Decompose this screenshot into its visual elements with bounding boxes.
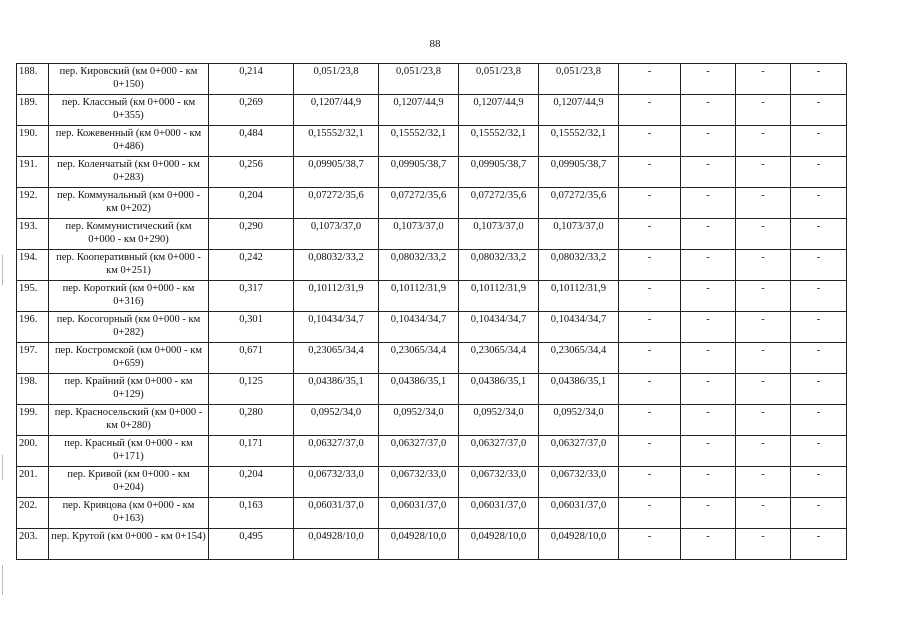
row-number: 193. — [17, 219, 49, 250]
dash-cell: - — [681, 498, 736, 529]
length-value: 0,204 — [209, 188, 294, 219]
value-cell: 0,10434/34,7 — [294, 312, 379, 343]
value-cell: 0,06732/33,0 — [539, 467, 619, 498]
row-number: 188. — [17, 64, 49, 95]
row-number: 202. — [17, 498, 49, 529]
value-cell: 0,1073/37,0 — [294, 219, 379, 250]
row-number: 197. — [17, 343, 49, 374]
value-cell: 0,23065/34,4 — [539, 343, 619, 374]
street-name: пер. Короткий (км 0+000 - км 0+316) — [49, 281, 209, 312]
value-cell: 0,04386/35,1 — [459, 374, 539, 405]
dash-cell: - — [736, 95, 791, 126]
table-row — [17, 343, 847, 374]
dash-cell: - — [791, 498, 847, 529]
value-cell: 0,06732/33,0 — [379, 467, 459, 498]
value-cell: 0,08032/33,2 — [539, 250, 619, 281]
dash-cell: - — [791, 157, 847, 188]
value-cell: 0,06732/33,0 — [294, 467, 379, 498]
dash-cell: - — [681, 250, 736, 281]
dash-cell: - — [681, 219, 736, 250]
value-cell: 0,10112/31,9 — [459, 281, 539, 312]
length-value: 0,163 — [209, 498, 294, 529]
street-name: пер. Костромской (км 0+000 - км 0+659) — [49, 343, 209, 374]
length-value: 0,242 — [209, 250, 294, 281]
street-name: пер. Кривой (км 0+000 - км 0+204) — [49, 467, 209, 498]
dash-cell: - — [619, 312, 681, 343]
dash-cell: - — [681, 281, 736, 312]
dash-cell: - — [619, 250, 681, 281]
value-cell: 0,051/23,8 — [379, 64, 459, 95]
table-row — [17, 95, 847, 126]
street-name: пер. Кировский (км 0+000 - км 0+150) — [49, 64, 209, 95]
length-value: 0,484 — [209, 126, 294, 157]
dash-cell: - — [619, 498, 681, 529]
table-row — [17, 529, 847, 560]
dash-cell: - — [736, 436, 791, 467]
dash-cell: - — [619, 64, 681, 95]
table-row — [17, 374, 847, 405]
value-cell: 0,10112/31,9 — [539, 281, 619, 312]
dash-cell: - — [736, 64, 791, 95]
table-row — [17, 250, 847, 281]
dash-cell: - — [791, 374, 847, 405]
row-number: 189. — [17, 95, 49, 126]
value-cell: 0,06327/37,0 — [379, 436, 459, 467]
dash-cell: - — [791, 250, 847, 281]
value-cell: 0,06732/33,0 — [459, 467, 539, 498]
dash-cell: - — [619, 467, 681, 498]
value-cell: 0,06031/37,0 — [459, 498, 539, 529]
value-cell: 0,07272/35,6 — [539, 188, 619, 219]
length-value: 0,301 — [209, 312, 294, 343]
value-cell: 0,051/23,8 — [294, 64, 379, 95]
dash-cell: - — [791, 126, 847, 157]
dash-cell: - — [619, 343, 681, 374]
dash-cell: - — [736, 126, 791, 157]
dash-cell: - — [619, 405, 681, 436]
dash-cell: - — [791, 436, 847, 467]
value-cell: 0,1207/44,9 — [539, 95, 619, 126]
length-value: 0,171 — [209, 436, 294, 467]
street-name: пер. Кривцова (км 0+000 - км 0+163) — [49, 498, 209, 529]
street-name: пер. Косогорный (км 0+000 - км 0+282) — [49, 312, 209, 343]
dash-cell: - — [681, 374, 736, 405]
value-cell: 0,10434/34,7 — [459, 312, 539, 343]
table-row — [17, 467, 847, 498]
dash-cell: - — [619, 95, 681, 126]
dash-cell: - — [736, 529, 791, 560]
street-name: пер. Коленчатый (км 0+000 - км 0+283) — [49, 157, 209, 188]
row-number: 203. — [17, 529, 49, 560]
dash-cell: - — [791, 64, 847, 95]
value-cell: 0,0952/34,0 — [459, 405, 539, 436]
value-cell: 0,07272/35,6 — [294, 188, 379, 219]
value-cell: 0,15552/32,1 — [459, 126, 539, 157]
street-name: пер. Красный (км 0+000 - км 0+171) — [49, 436, 209, 467]
value-cell: 0,04386/35,1 — [539, 374, 619, 405]
row-number: 201. — [17, 467, 49, 498]
value-cell: 0,10434/34,7 — [379, 312, 459, 343]
value-cell: 0,23065/34,4 — [459, 343, 539, 374]
value-cell: 0,051/23,8 — [459, 64, 539, 95]
value-cell: 0,08032/33,2 — [459, 250, 539, 281]
dash-cell: - — [681, 312, 736, 343]
value-cell: 0,04928/10,0 — [379, 529, 459, 560]
value-cell: 0,1207/44,9 — [294, 95, 379, 126]
value-cell: 0,15552/32,1 — [379, 126, 459, 157]
table-row — [17, 126, 847, 157]
row-number: 195. — [17, 281, 49, 312]
value-cell: 0,15552/32,1 — [294, 126, 379, 157]
row-number: 192. — [17, 188, 49, 219]
scan-edge-mark — [2, 455, 3, 480]
road-data-table — [16, 63, 847, 560]
length-value: 0,204 — [209, 467, 294, 498]
value-cell: 0,1073/37,0 — [539, 219, 619, 250]
dash-cell: - — [736, 312, 791, 343]
dash-cell: - — [681, 64, 736, 95]
length-value: 0,256 — [209, 157, 294, 188]
value-cell: 0,10112/31,9 — [379, 281, 459, 312]
value-cell: 0,04928/10,0 — [539, 529, 619, 560]
value-cell: 0,07272/35,6 — [459, 188, 539, 219]
dash-cell: - — [736, 250, 791, 281]
row-number: 200. — [17, 436, 49, 467]
value-cell: 0,0952/34,0 — [294, 405, 379, 436]
dash-cell: - — [681, 126, 736, 157]
scan-edge-mark — [2, 565, 3, 595]
value-cell: 0,09905/38,7 — [379, 157, 459, 188]
dash-cell: - — [736, 405, 791, 436]
value-cell: 0,23065/34,4 — [294, 343, 379, 374]
street-name: пер. Кожевенный (км 0+000 - км 0+486) — [49, 126, 209, 157]
dash-cell: - — [681, 467, 736, 498]
street-name: пер. Коммунистический (км 0+000 - км 0+290) — [49, 219, 209, 250]
length-value: 0,280 — [209, 405, 294, 436]
row-number: 198. — [17, 374, 49, 405]
table-row — [17, 157, 847, 188]
dash-cell: - — [619, 126, 681, 157]
value-cell: 0,04928/10,0 — [294, 529, 379, 560]
value-cell: 0,04928/10,0 — [459, 529, 539, 560]
length-value: 0,495 — [209, 529, 294, 560]
street-name: пер. Красносельский (км 0+000 - км 0+280) — [49, 405, 209, 436]
value-cell: 0,06327/37,0 — [539, 436, 619, 467]
dash-cell: - — [681, 157, 736, 188]
page-number: 88 — [429, 38, 441, 50]
dash-cell: - — [681, 436, 736, 467]
length-value: 0,214 — [209, 64, 294, 95]
dash-cell: - — [619, 157, 681, 188]
street-name: пер. Классный (км 0+000 - км 0+355) — [49, 95, 209, 126]
table-row — [17, 188, 847, 219]
scan-edge-mark — [2, 255, 3, 285]
length-value: 0,269 — [209, 95, 294, 126]
value-cell: 0,10434/34,7 — [539, 312, 619, 343]
dash-cell: - — [791, 343, 847, 374]
table-row — [17, 436, 847, 467]
value-cell: 0,1073/37,0 — [379, 219, 459, 250]
row-number: 190. — [17, 126, 49, 157]
row-number: 194. — [17, 250, 49, 281]
dash-cell: - — [791, 405, 847, 436]
value-cell: 0,051/23,8 — [539, 64, 619, 95]
value-cell: 0,0952/34,0 — [379, 405, 459, 436]
dash-cell: - — [736, 188, 791, 219]
table-row — [17, 405, 847, 436]
dash-cell: - — [736, 157, 791, 188]
dash-cell: - — [619, 436, 681, 467]
length-value: 0,317 — [209, 281, 294, 312]
dash-cell: - — [736, 281, 791, 312]
value-cell: 0,08032/33,2 — [379, 250, 459, 281]
dash-cell: - — [681, 188, 736, 219]
row-number: 196. — [17, 312, 49, 343]
table-row — [17, 281, 847, 312]
dash-cell: - — [736, 343, 791, 374]
dash-cell: - — [681, 343, 736, 374]
value-cell: 0,09905/38,7 — [294, 157, 379, 188]
dash-cell: - — [791, 529, 847, 560]
value-cell: 0,06031/37,0 — [539, 498, 619, 529]
value-cell: 0,08032/33,2 — [294, 250, 379, 281]
row-number: 199. — [17, 405, 49, 436]
dash-cell: - — [791, 312, 847, 343]
value-cell: 0,1207/44,9 — [379, 95, 459, 126]
value-cell: 0,07272/35,6 — [379, 188, 459, 219]
dash-cell: - — [736, 467, 791, 498]
dash-cell: - — [736, 374, 791, 405]
length-value: 0,290 — [209, 219, 294, 250]
dash-cell: - — [619, 188, 681, 219]
value-cell: 0,06327/37,0 — [459, 436, 539, 467]
table-row — [17, 64, 847, 95]
value-cell: 0,0952/34,0 — [539, 405, 619, 436]
dash-cell: - — [619, 281, 681, 312]
dash-cell: - — [791, 188, 847, 219]
table-row — [17, 219, 847, 250]
dash-cell: - — [681, 95, 736, 126]
value-cell: 0,06327/37,0 — [294, 436, 379, 467]
value-cell: 0,1207/44,9 — [459, 95, 539, 126]
value-cell: 0,23065/34,4 — [379, 343, 459, 374]
value-cell: 0,1073/37,0 — [459, 219, 539, 250]
value-cell: 0,09905/38,7 — [459, 157, 539, 188]
dash-cell: - — [619, 374, 681, 405]
row-number: 191. — [17, 157, 49, 188]
dash-cell: - — [681, 529, 736, 560]
dash-cell: - — [791, 219, 847, 250]
dash-cell: - — [619, 219, 681, 250]
value-cell: 0,15552/32,1 — [539, 126, 619, 157]
dash-cell: - — [619, 529, 681, 560]
street-name: пер. Крайний (км 0+000 - км 0+129) — [49, 374, 209, 405]
value-cell: 0,04386/35,1 — [294, 374, 379, 405]
dash-cell: - — [736, 498, 791, 529]
dash-cell: - — [736, 219, 791, 250]
value-cell: 0,10112/31,9 — [294, 281, 379, 312]
dash-cell: - — [681, 405, 736, 436]
dash-cell: - — [791, 95, 847, 126]
value-cell: 0,09905/38,7 — [539, 157, 619, 188]
table-row — [17, 498, 847, 529]
dash-cell: - — [791, 281, 847, 312]
table-row — [17, 312, 847, 343]
street-name: пер. Коммунальный (км 0+000 - км 0+202) — [49, 188, 209, 219]
value-cell: 0,06031/37,0 — [294, 498, 379, 529]
street-name: пер. Крутой (км 0+000 - км 0+154) — [49, 529, 209, 560]
value-cell: 0,04386/35,1 — [379, 374, 459, 405]
dash-cell: - — [791, 467, 847, 498]
length-value: 0,671 — [209, 343, 294, 374]
length-value: 0,125 — [209, 374, 294, 405]
value-cell: 0,06031/37,0 — [379, 498, 459, 529]
street-name: пер. Кооперативный (км 0+000 - км 0+251) — [49, 250, 209, 281]
